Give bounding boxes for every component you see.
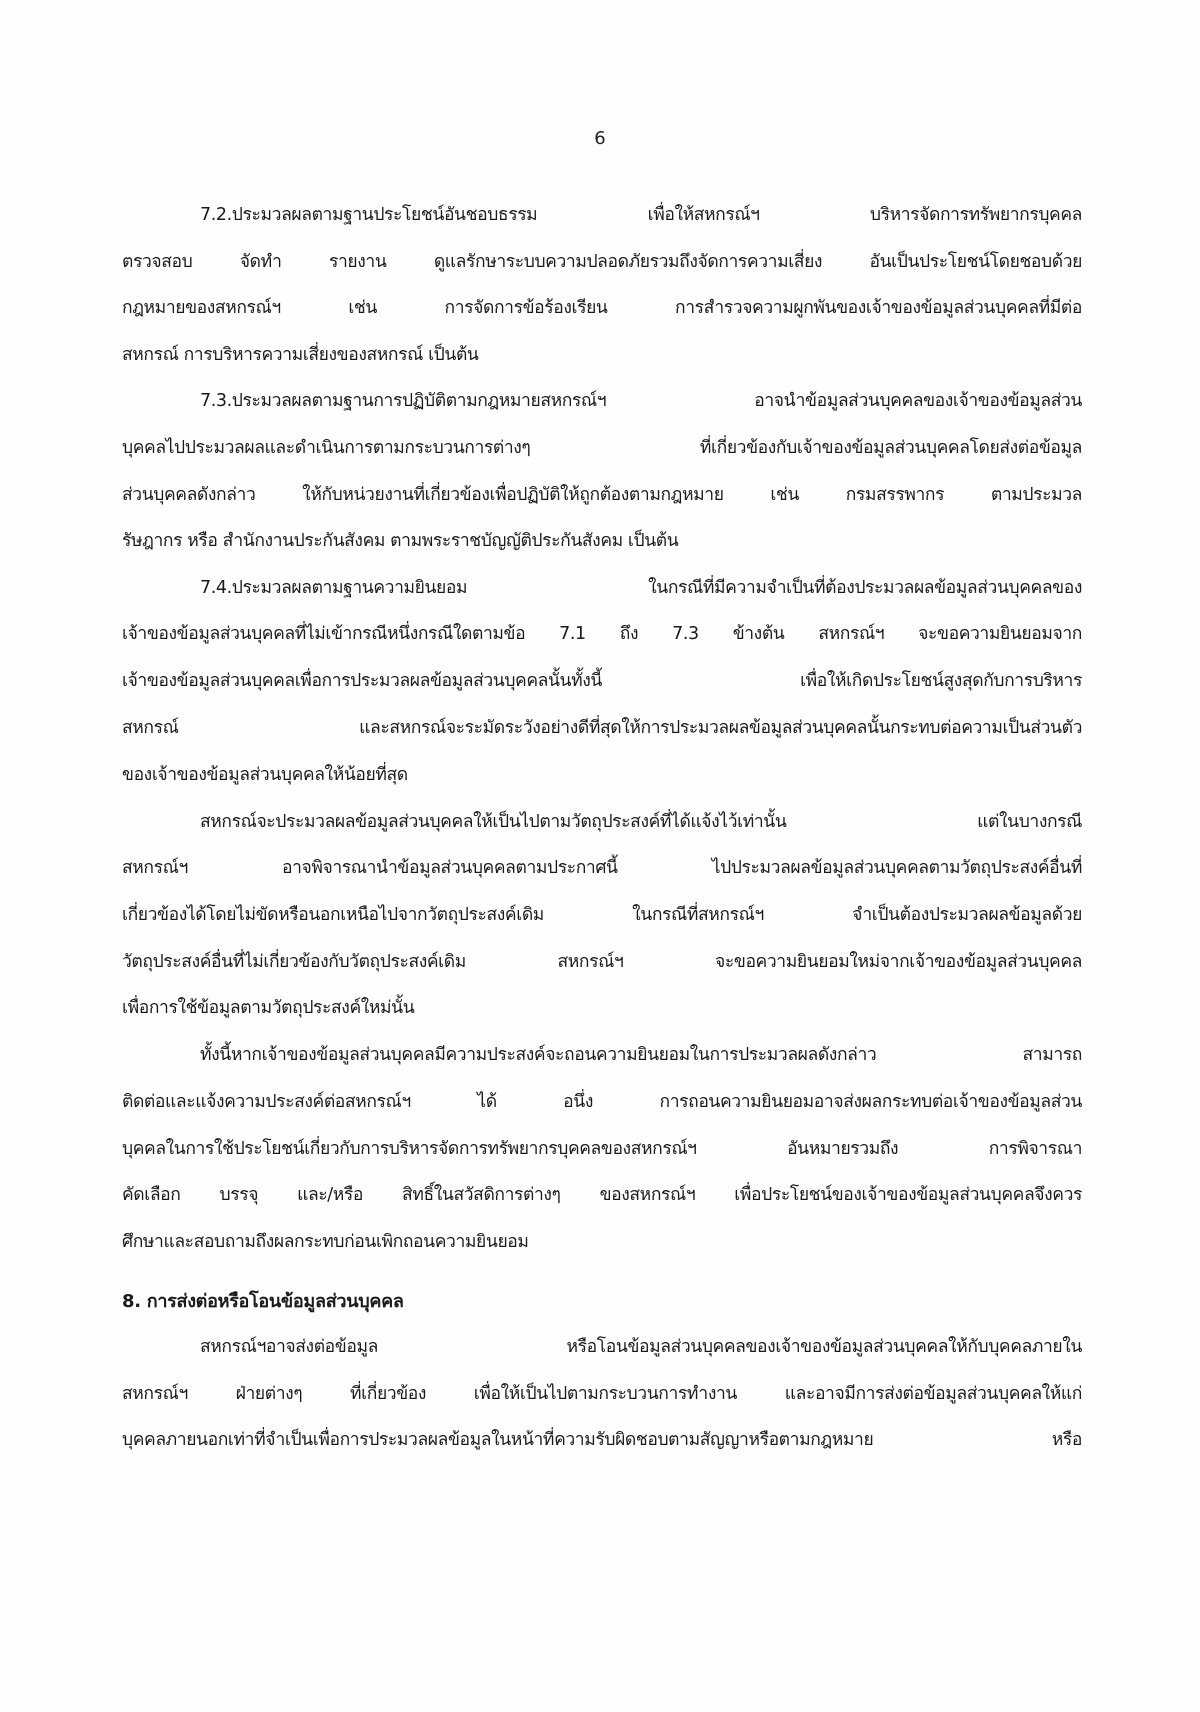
withdraw-paragraph-line: บุคคลในการใช้ประโยชน์เกี่ยวกับการบริหารจัดการทรัพยากรบุคคลของสหกรณ์ฯ อันหมายรวมถึง การพิจารณา bbox=[122, 1139, 1082, 1159]
section-7-3-line: บุคคลไปประมวลผลและดำเนินการตามกระบวนการต่างๆ ที่เกี่ยวข้องกับเจ้าของข้อมูลส่วนบุคคลโดยส่งต่อข้อมูล bbox=[122, 438, 1082, 458]
purpose-paragraph-line: วัตถุประสงค์อื่นที่ไม่เกี่ยวข้องกับวัตถุประสงค์เดิม สหกรณ์ฯ จะขอความยินยอมใหม่จากเจ้าของข้อมูลส่วนบุคคล bbox=[122, 952, 1082, 972]
purpose-paragraph-line: เกี่ยวข้องได้โดยไม่ขัดหรือนอกเหนือไปจากวัตถุประสงค์เดิม ในกรณีที่สหกรณ์ฯ จำเป็นต้องประมวลผลข้อมูลด้วย bbox=[122, 905, 1082, 925]
section-7-2-line: ตรวจสอบ จัดทำ รายงาน ดูแลรักษาระบบความปลอดภัยรวมถึงจัดการความเสี่ยง อันเป็นประโยชน์โดยชอบด้วย bbox=[122, 252, 1082, 272]
withdraw-paragraph-line: คัดเลือก บรรจุ และ/หรือ สิทธิ์ในสวัสดิการต่างๆ ของสหกรณ์ฯ เพื่อประโยชน์ของเจ้าของข้อมูลส่วนบุคคลจึงควร bbox=[122, 1185, 1082, 1205]
section-8-line: บุคคลภายนอกเท่าที่จำเป็นเพื่อการประมวลผลข้อมูลในหน้าที่ความรับผิดชอบตามสัญญาหรือตามกฎหมาย หรือ bbox=[122, 1430, 1082, 1450]
section-8-heading: 8. การส่งต่อหรือโอนข้อมูลส่วนบุคคล bbox=[122, 1291, 404, 1312]
section-7-4-line: สหกรณ์ และสหกรณ์จะระมัดระวังอย่างดีที่สุดให้การประมวลผลข้อมูลส่วนบุคคลนั้นกระทบต่อความเป็นส่วนตัว bbox=[122, 718, 1082, 738]
withdraw-paragraph-line: ศึกษาและสอบถามถึงผลกระทบก่อนเพิกถอนความยินยอม bbox=[122, 1232, 529, 1252]
section-7-3-line: รัษฎากร หรือ สำนักงานประกันสังคม ตามพระราชบัญญัติประกันสังคม เป็นต้น bbox=[122, 531, 679, 551]
section-7-3-line: ส่วนบุคคลดังกล่าว ให้กับหน่วยงานที่เกี่ยวข้องเพื่อปฏิบัติให้ถูกต้องตามกฎหมาย เช่น กรมสรรพากร ตามประมวล bbox=[122, 485, 1082, 505]
purpose-paragraph-line: สหกรณ์จะประมวลผลข้อมูลส่วนบุคคลให้เป็นไปตามวัตถุประสงค์ที่ได้แจ้งไว้เท่านั้น แต่ในบางกรณี bbox=[200, 812, 1082, 832]
section-7-4-line: 7.4.ประมวลผลตามฐานความยินยอม ในกรณีที่มีความจำเป็นที่ต้องประมวลผลข้อมูลส่วนบุคคลของ bbox=[200, 578, 1082, 598]
withdraw-paragraph-line: ติดต่อและแจ้งความประสงค์ต่อสหกรณ์ฯ ได้ อนึ่ง การถอนความยินยอมอาจส่งผลกระทบต่อเจ้าของข้อมูลส่วน bbox=[122, 1092, 1082, 1112]
purpose-paragraph-line: สหกรณ์ฯ อาจพิจารณานำข้อมูลส่วนบุคคลตามประกาศนี้ ไปประมวลผลข้อมูลส่วนบุคคลตามวัตถุประสงค์อื่นที่ bbox=[122, 858, 1082, 878]
section-7-2-line: กฎหมายของสหกรณ์ฯ เช่น การจัดการข้อร้องเรียน การสำรวจความผูกพันของเจ้าของข้อมูลส่วนบุคคลที่มีต่อ bbox=[122, 298, 1082, 318]
withdraw-paragraph-line: ทั้งนี้หากเจ้าของข้อมูลส่วนบุคคลมีความประสงค์จะถอนความยินยอมในการประมวลผลดังกล่าว สามารถ bbox=[200, 1045, 1082, 1065]
section-7-2-line: สหกรณ์ การบริหารความเสี่ยงของสหกรณ์ เป็นต้น bbox=[122, 345, 479, 365]
section-7-3-line: 7.3.ประมวลผลตามฐานการปฏิบัติตามกฎหมายสหกรณ์ฯ อาจนำข้อมูลส่วนบุคคลของเจ้าของข้อมูลส่วน bbox=[200, 391, 1082, 411]
purpose-paragraph-line: เพื่อการใช้ข้อมูลตามวัตถุประสงค์ใหม่นั้น bbox=[122, 998, 415, 1018]
page-number: 6 bbox=[594, 128, 606, 149]
section-7-2-line: 7.2.ประมวลผลตามฐานประโยชน์อันชอบธรรม เพื่อให้สหกรณ์ฯ บริหารจัดการทรัพยากรบุคคล bbox=[200, 205, 1082, 225]
section-7-4-line: เจ้าของข้อมูลส่วนบุคคลที่ไม่เข้ากรณีหนึ่งกรณีใดตามข้อ 7.1 ถึง 7.3 ข้างต้น สหกรณ์ฯ จะขอความยินยอมจาก bbox=[122, 624, 1082, 644]
section-8-line: สหกรณ์ฯ ฝ่ายต่างๆ ที่เกี่ยวข้อง เพื่อให้เป็นไปตามกระบวนการทำงาน และอาจมีการส่งต่อข้อมูลส่วนบุคคลให้แก่ bbox=[122, 1384, 1082, 1404]
section-7-4-line: เจ้าของข้อมูลส่วนบุคคลเพื่อการประมวลผลข้อมูลส่วนบุคคลนั้นทั้งนี้ เพื่อให้เกิดประโยชน์สูงสุดกับการบริหาร bbox=[122, 671, 1082, 691]
section-7-4-line: ของเจ้าของข้อมูลส่วนบุคคลให้น้อยที่สุด bbox=[122, 765, 408, 785]
section-8-line: สหกรณ์ฯอาจส่งต่อข้อมูล หรือโอนข้อมูลส่วนบุคคลของเจ้าของข้อมูลส่วนบุคคลให้กับบุคคลภายใน bbox=[200, 1337, 1082, 1357]
